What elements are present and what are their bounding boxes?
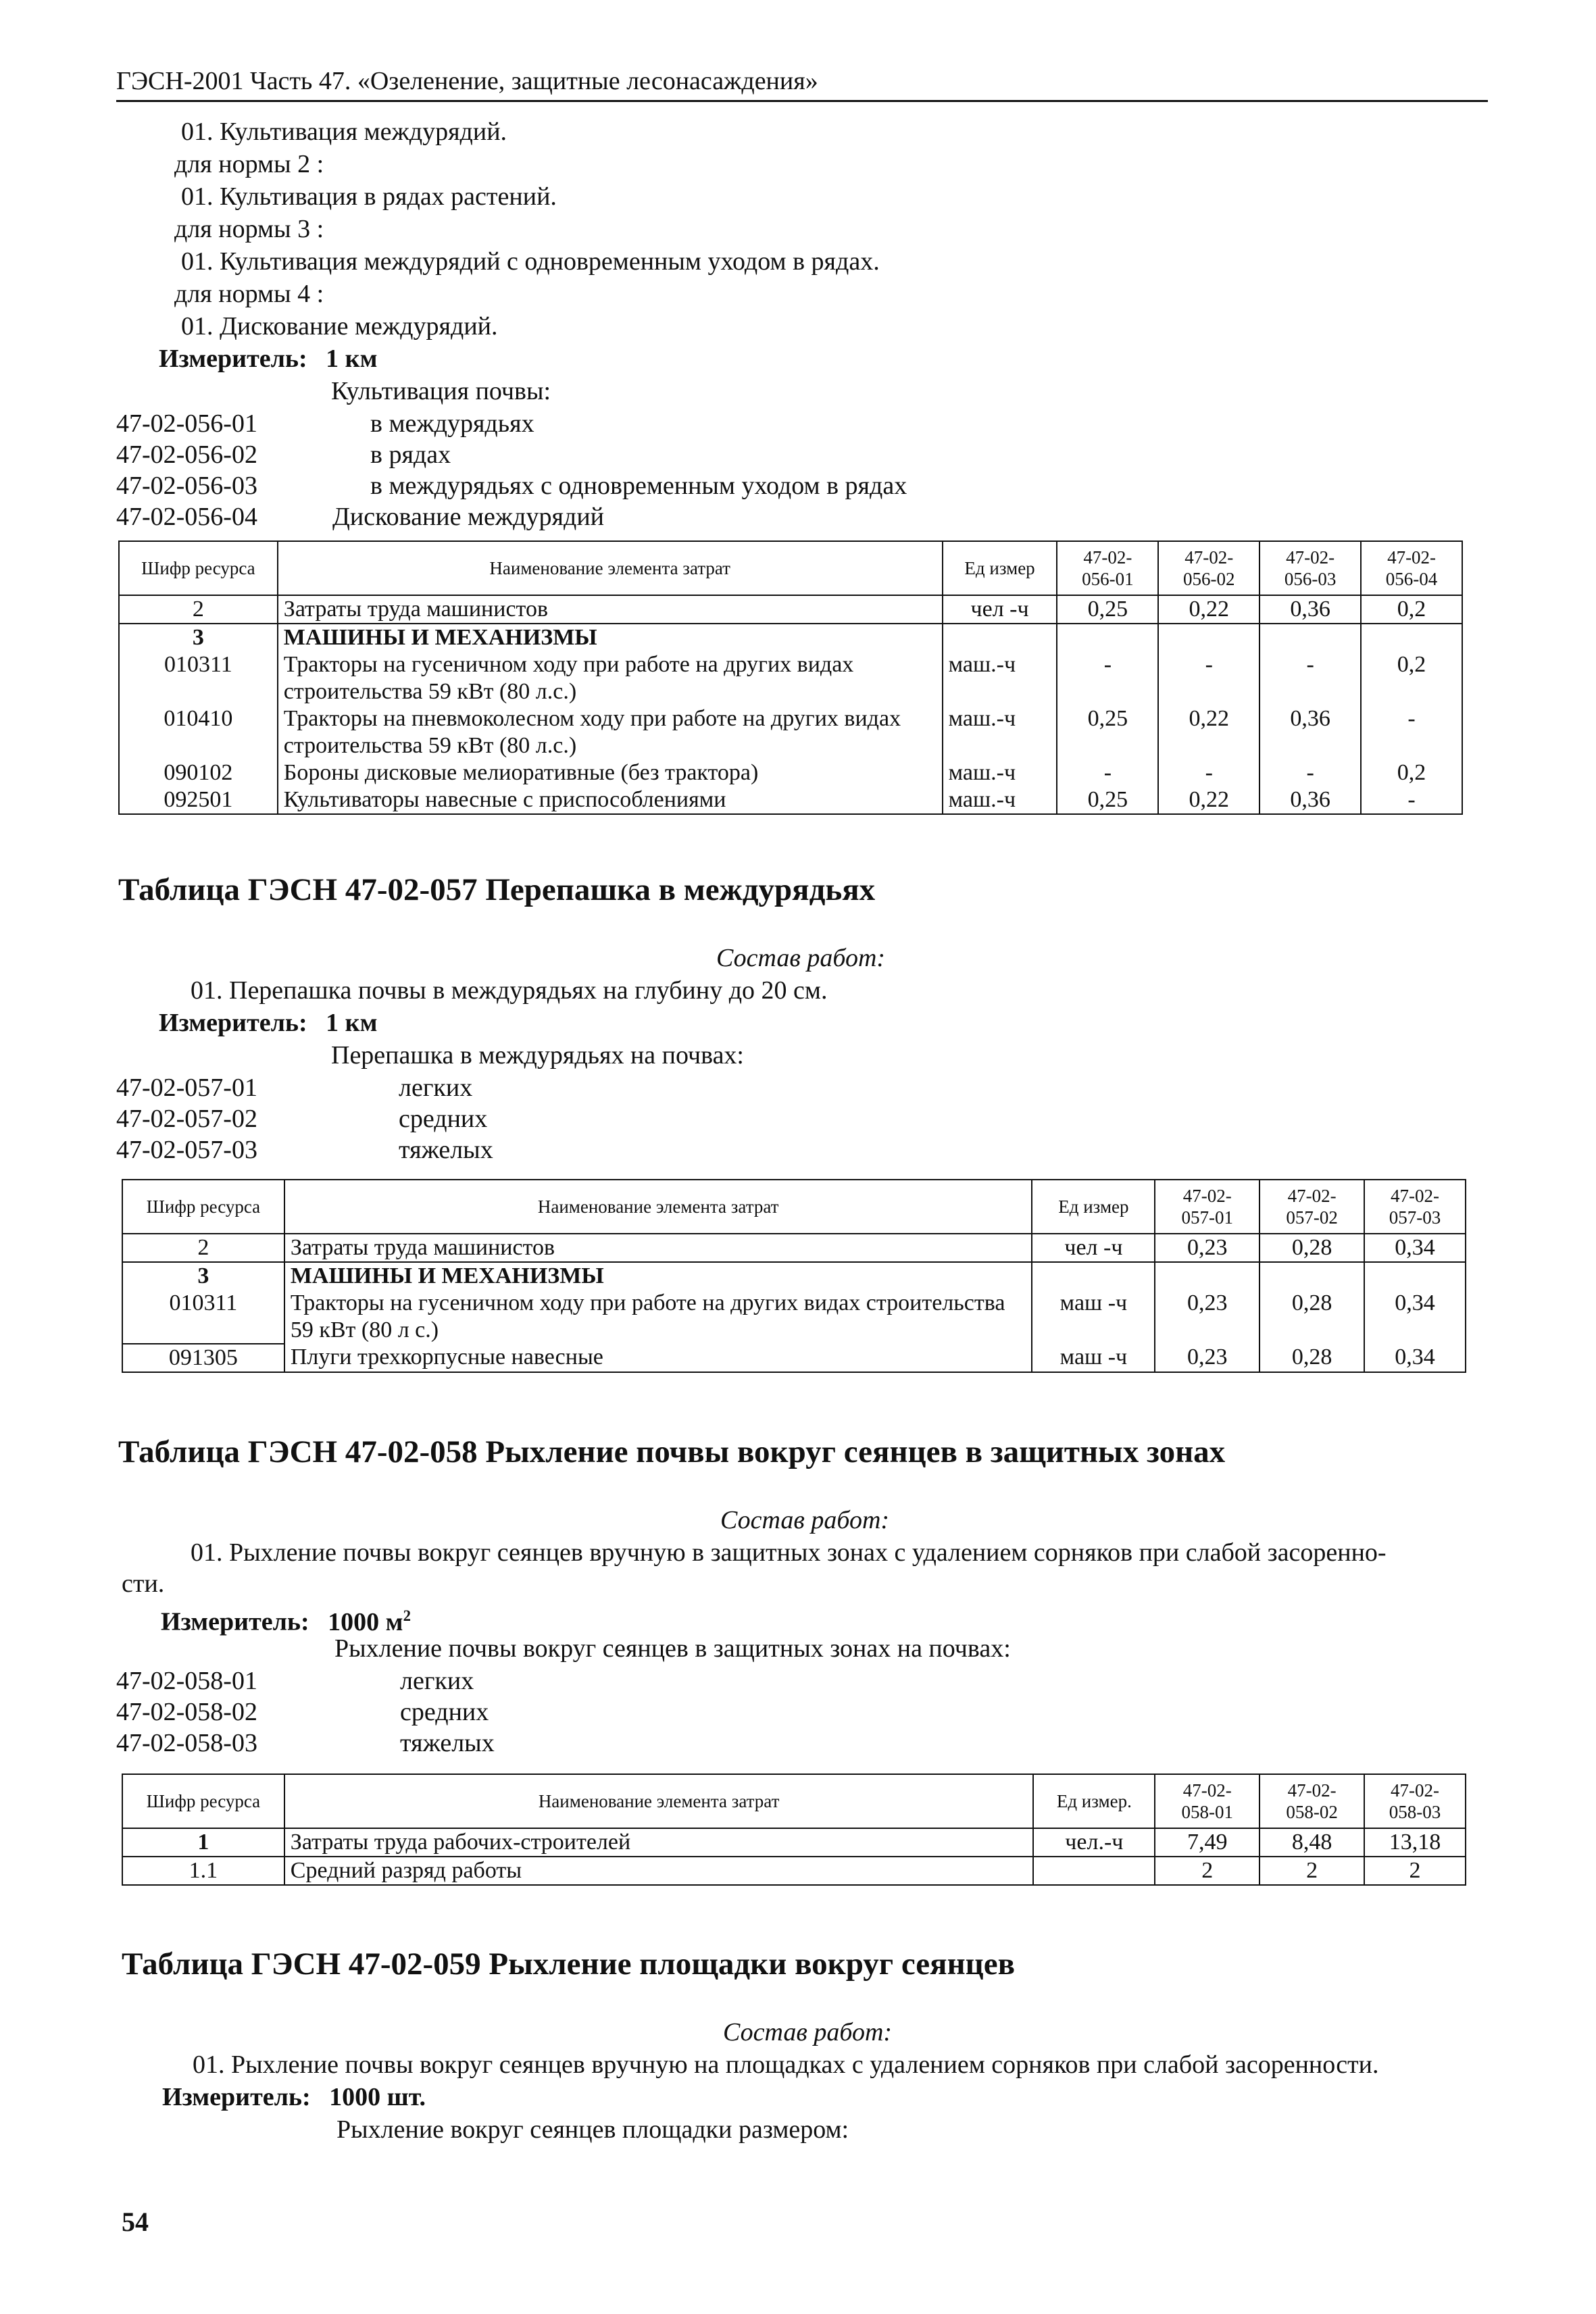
section-title: Таблица ГЭСН 47-02-057 Перепашка в междурядьях — [118, 872, 876, 907]
norm-label: для нормы 3 : — [174, 215, 324, 243]
cell: - — [1158, 651, 1260, 705]
col-header: Шифр ресурса — [122, 1180, 284, 1234]
code-list — [116, 1665, 495, 1759]
cell: МАШИНЫ И МЕХАНИЗМЫ — [284, 1262, 1032, 1290]
norm-code: 47-02-058-03 — [116, 1729, 257, 1757]
cell: 010311 — [122, 1290, 284, 1344]
code-row — [116, 408, 907, 439]
code-row — [116, 439, 907, 470]
table-row — [119, 595, 1462, 624]
col-header-code: 47-02- 058-01 — [1155, 1774, 1260, 1828]
group-title: Рыхление вокруг сеянцев площадки размером: — [336, 2115, 849, 2144]
group-title: Перепашка в междурядьях на почвах: — [331, 1041, 744, 1070]
group-title: Культивация почвы: — [331, 377, 551, 405]
cell: маш.-ч — [943, 786, 1057, 814]
measure-line — [159, 1007, 377, 1038]
table-row — [119, 786, 1462, 814]
cell: - — [1057, 651, 1158, 705]
section-title: Таблица ГЭСН 47-02-059 Рыхление площадки вокруг сеянцев — [122, 1946, 1015, 1982]
norm-name: легких — [400, 1667, 474, 1695]
cell: Плуги трехкорпусные навесные — [284, 1344, 1032, 1372]
cell: Затраты труда машинистов — [278, 595, 943, 624]
cell: 0,34 — [1364, 1234, 1466, 1262]
norm-code: 47-02-056-03 — [116, 472, 257, 500]
code-row — [116, 1072, 493, 1103]
norm-name: Дискование междурядий — [332, 503, 604, 531]
measure-label: Измеритель: — [161, 1607, 309, 1636]
code-list — [116, 408, 907, 532]
cell: 8,48 — [1260, 1828, 1364, 1857]
cell: Бороны дисковые мелиоративные (без трактора) — [278, 759, 943, 786]
cell: чел.-ч — [1033, 1828, 1155, 1857]
cell — [1032, 1262, 1155, 1290]
work-composition-label: Состав работ: — [720, 1506, 890, 1534]
col-header: Ед измер — [1032, 1180, 1155, 1234]
cell: 0,28 — [1260, 1234, 1364, 1262]
norm-name: средних — [399, 1105, 488, 1133]
table-header-row — [122, 1180, 1466, 1234]
measure-line — [161, 1601, 411, 1638]
measure-value: 1 км — [326, 1009, 378, 1037]
cell: 2 — [1364, 1857, 1466, 1885]
col-header: Наименование элемента затрат — [278, 541, 943, 595]
cell: - — [1361, 705, 1462, 759]
cell: Культиваторы навесные с приспособлениями — [278, 786, 943, 814]
work-composition-label: Состав работ: — [716, 944, 886, 972]
norm-name: тяжелых — [400, 1729, 495, 1757]
cell — [1260, 624, 1361, 651]
cell — [1158, 624, 1260, 651]
cell: 2 — [1155, 1857, 1260, 1885]
code-row — [116, 1728, 495, 1759]
code-row — [116, 1134, 493, 1165]
cell: 0,23 — [1155, 1344, 1260, 1372]
norm-code: 47-02-058-01 — [116, 1667, 257, 1695]
cell: 0,22 — [1158, 786, 1260, 814]
cell: 7,49 — [1155, 1828, 1260, 1857]
norm-label: для нормы 4 : — [174, 280, 324, 308]
running-header: ГЭСН-2001 Часть 47. «Озеленение, защитные лесонасаждения» — [116, 66, 1488, 102]
cell: Тракторы на пневмоколесном ходу при работе на других видах строительства 59 кВт (80 л.с.) — [278, 705, 943, 759]
cell: 0,23 — [1155, 1234, 1260, 1262]
col-header-code: 47-02- 056-04 — [1361, 541, 1462, 595]
table-row — [122, 1828, 1466, 1857]
col-header: Наименование элемента затрат — [284, 1774, 1034, 1828]
measure-value: 1000 м — [328, 1607, 403, 1636]
col-header: Шифр ресурса — [119, 541, 278, 595]
cell: 091305 — [122, 1344, 284, 1372]
cell: 0,36 — [1260, 705, 1361, 759]
cell: 2 — [122, 1234, 284, 1262]
cell: чел -ч — [943, 595, 1057, 624]
cell: 1.1 — [122, 1857, 284, 1885]
col-header-code: 47-02- 058-03 — [1364, 1774, 1466, 1828]
col-header-code: 47-02- 058-02 — [1260, 1774, 1364, 1828]
cell: 0,25 — [1057, 705, 1158, 759]
table-row — [119, 624, 1462, 651]
cell: 0,2 — [1361, 651, 1462, 705]
table-row — [119, 705, 1462, 759]
measure-line — [159, 343, 377, 374]
cell: 2 — [119, 595, 278, 624]
cell: 0,36 — [1260, 786, 1361, 814]
cell: Затраты труда машинистов — [284, 1234, 1032, 1262]
table-row — [119, 759, 1462, 786]
work-line: 01. Рыхление почвы вокруг сеянцев вручную на площадках с удалением сорняков при слабой засоренности. — [193, 2051, 1379, 2079]
work-line: 01. Перепашка почвы в междурядьях на глубину до 20 см. — [191, 976, 828, 1005]
cell — [1260, 1262, 1364, 1290]
norm-label: для нормы 2 : — [174, 150, 324, 178]
measure-label: Измеритель: — [159, 1009, 307, 1037]
cell: 0,25 — [1057, 595, 1158, 624]
cell: маш -ч — [1032, 1344, 1155, 1372]
resource-table-056 — [118, 540, 1463, 815]
measure-label: Измеритель: — [159, 345, 307, 373]
cell: чел -ч — [1032, 1234, 1155, 1262]
norm-code: 47-02-057-01 — [116, 1074, 257, 1102]
norm-code: 47-02-057-03 — [116, 1136, 257, 1164]
work-line: 01. Дискование междурядий. — [181, 312, 498, 341]
cell: маш.-ч — [943, 759, 1057, 786]
norm-code: 47-02-056-01 — [116, 409, 257, 438]
cell: - — [1361, 786, 1462, 814]
work-composition-label: Состав работ: — [723, 2018, 893, 2046]
work-line: 01. Культивация междурядий. — [181, 118, 507, 146]
cell: 0,36 — [1260, 595, 1361, 624]
resource-table-058 — [122, 1774, 1466, 1886]
cell: 3 — [119, 624, 278, 651]
cell: 0,28 — [1260, 1290, 1364, 1344]
cell: 010311 — [119, 651, 278, 705]
cell: 0,34 — [1364, 1344, 1466, 1372]
table-row — [122, 1857, 1466, 1885]
page-number: 54 — [122, 2207, 149, 2237]
norm-code: 47-02-058-02 — [116, 1698, 257, 1726]
table-row — [122, 1290, 1466, 1344]
measure-label: Измеритель: — [162, 2083, 311, 2111]
norm-name: в рядах — [370, 441, 451, 469]
table-row — [122, 1262, 1466, 1290]
norm-code: 47-02-056-04 — [116, 503, 257, 531]
norm-code: 47-02-056-02 — [116, 441, 257, 469]
cell: 0,34 — [1364, 1290, 1466, 1344]
cell: МАШИНЫ И МЕХАНИЗМЫ — [278, 624, 943, 651]
norm-name: легких — [399, 1074, 473, 1102]
cell: маш -ч — [1032, 1290, 1155, 1344]
table-row — [122, 1344, 1466, 1372]
table-header-row — [119, 541, 1462, 595]
work-line: 01. Культивация в рядах растений. — [181, 182, 557, 211]
code-row — [116, 470, 907, 501]
cell: 092501 — [119, 786, 278, 814]
measure-exponent: 2 — [403, 1607, 411, 1624]
resource-table-057 — [122, 1179, 1466, 1373]
code-row — [116, 1103, 493, 1134]
table-header-row — [122, 1774, 1466, 1828]
cell: 0,2 — [1361, 759, 1462, 786]
norm-name: тяжелых — [399, 1136, 493, 1164]
col-header-code: 47-02- 057-03 — [1364, 1180, 1466, 1234]
cell: 0,22 — [1158, 595, 1260, 624]
col-header-code: 47-02- 057-01 — [1155, 1180, 1260, 1234]
col-header: Наименование элемента затрат — [284, 1180, 1032, 1234]
work-line: 01. Культивация междурядий с одновременным уходом в рядах. — [181, 247, 880, 276]
cell: - — [1260, 651, 1361, 705]
cell: 0,2 — [1361, 595, 1462, 624]
cell: Затраты труда рабочих-строителей — [284, 1828, 1034, 1857]
cell: 13,18 — [1364, 1828, 1466, 1857]
cell — [1033, 1857, 1155, 1885]
cell: маш.-ч — [943, 705, 1057, 759]
cell — [1155, 1262, 1260, 1290]
col-header-code: 47-02- 056-03 — [1260, 541, 1361, 595]
cell — [1364, 1262, 1466, 1290]
table-row — [122, 1234, 1466, 1262]
cell — [943, 624, 1057, 651]
measure-value: 1000 шт. — [329, 2083, 426, 2111]
col-header: Шифр ресурса — [122, 1774, 284, 1828]
cell: 0,28 — [1260, 1344, 1364, 1372]
norm-name: средних — [400, 1698, 489, 1726]
norm-code: 47-02-057-02 — [116, 1105, 257, 1133]
section-title: Таблица ГЭСН 47-02-058 Рыхление почвы вокруг сеянцев в защитных зонах — [118, 1434, 1226, 1469]
cell: 010410 — [119, 705, 278, 759]
cell: Средний разряд работы — [284, 1857, 1034, 1885]
code-row — [116, 501, 907, 532]
code-list — [116, 1072, 493, 1165]
norm-name: в междурядьях с одновременным уходом в рядах — [370, 472, 907, 500]
code-row — [116, 1696, 495, 1728]
cell: маш.-ч — [943, 651, 1057, 705]
cell — [1057, 624, 1158, 651]
measure-value: 1 км — [326, 345, 378, 373]
cell: 090102 — [119, 759, 278, 786]
cell: 2 — [1260, 1857, 1364, 1885]
col-header: Ед измер. — [1033, 1774, 1155, 1828]
cell — [1361, 624, 1462, 651]
cell: - — [1158, 759, 1260, 786]
cell: Тракторы на гусеничном ходу при работе на других видах строительства 59 кВт (80 л.с.) — [278, 651, 943, 705]
cell: - — [1260, 759, 1361, 786]
norm-name: в междурядьях — [370, 409, 534, 438]
work-line: 01. Рыхление почвы вокруг сеянцев вручную в защитных зонах с удалением сорняков при слабой засоренно- — [191, 1538, 1387, 1567]
col-header-code: 47-02- 057-02 — [1260, 1180, 1364, 1234]
cell: 0,22 — [1158, 705, 1260, 759]
cell: - — [1057, 759, 1158, 786]
col-header-code: 47-02- 056-01 — [1057, 541, 1158, 595]
cell: 0,23 — [1155, 1290, 1260, 1344]
cell: 3 — [122, 1262, 284, 1290]
cell: 1 — [122, 1828, 284, 1857]
work-line: сти. — [122, 1569, 165, 1598]
cell: Тракторы на гусеничном ходу при работе на других видах строительства 59 кВт (80 л с.) — [284, 1290, 1032, 1344]
table-row — [119, 651, 1462, 705]
cell: 0,25 — [1057, 786, 1158, 814]
group-title: Рыхление почвы вокруг сеянцев в защитных зонах на почвах: — [334, 1634, 1011, 1663]
col-header: Ед измер — [943, 541, 1057, 595]
measure-line — [162, 2082, 426, 2113]
col-header-code: 47-02- 056-02 — [1158, 541, 1260, 595]
code-row — [116, 1665, 495, 1696]
